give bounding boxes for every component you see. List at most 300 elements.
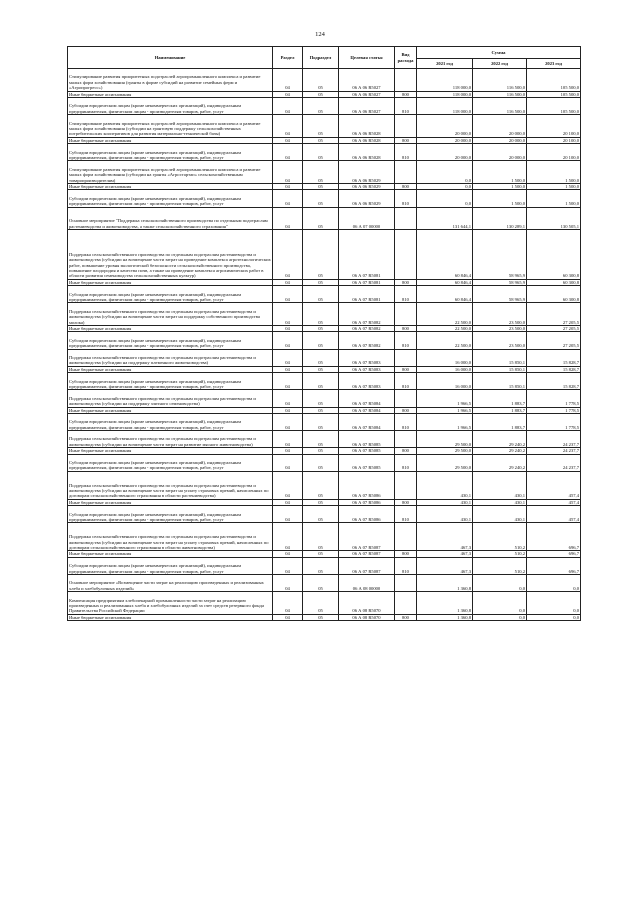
row-sum-2022: 15 850,1	[473, 349, 527, 366]
row-sum-2021: 60 846,4	[417, 230, 473, 280]
row-expense-type: 800	[395, 407, 417, 413]
row-section: 04	[273, 390, 303, 407]
row-sum-2023: 27 205,5	[527, 303, 581, 326]
row-subsection: 05	[303, 183, 339, 189]
row-expense-type	[395, 523, 417, 551]
row-sum-2022: 23 500,0	[473, 332, 527, 349]
row-section: 04	[273, 91, 303, 97]
row-sum-2023: 105 500,0	[527, 91, 581, 97]
row-sum-2021: 29 500,0	[417, 431, 473, 448]
row-subsection: 05	[303, 325, 339, 331]
row-sum-2023: 60 300,8	[527, 230, 581, 280]
row-name: Иные бюджетные ассигнования	[68, 551, 273, 557]
table-row	[68, 506, 581, 523]
row-sum-2023: 20 100,0	[527, 137, 581, 143]
row-sum-2022: 0,0	[473, 575, 527, 592]
row-subsection: 05	[303, 551, 339, 557]
row-expense-type	[395, 161, 417, 184]
row-name: Субсидии юридическим лицам (кроме некоммерческих организаций), индивидуальным предпринимателям, физическим лицам - производителям товаров, работ, услуг	[68, 98, 273, 115]
col-header-name: Наименование	[68, 47, 273, 69]
row-sum-2022: 29 240,2	[473, 454, 527, 471]
row-sum-2022: 0,0	[473, 614, 527, 620]
table-row	[68, 115, 581, 138]
row-section: 04	[273, 592, 303, 615]
row-sum-2021: 131 644,1	[417, 207, 473, 230]
row-sum-2022: 116 500,0	[473, 69, 527, 92]
row-sum-2023: 0,0	[527, 614, 581, 620]
row-name: Иные бюджетные ассигнования	[68, 499, 273, 505]
row-section: 04	[273, 448, 303, 454]
row-name: Поддержка сельскохозяйственного производства по отдельным подотраслям растениеводства и животноводства (субсидии на возмещение части затрат на проведение комплекса агротехнологических работ, повышение уровня экологической безопасности сельскохозяйственного производства, повышение плодородия и качества почв, а также на проведение комплекса агрохимических работ в области развития семеноводства сельскохозяйственных культур)	[68, 230, 273, 280]
row-name: Субсидии юридическим лицам (кроме некоммерческих организаций), индивидуальным предпринимателям, физическим лицам - производителям товаров, работ, услуг	[68, 332, 273, 349]
row-sum-2022: 1 883,7	[473, 413, 527, 430]
table-row	[68, 454, 581, 471]
row-section: 04	[273, 115, 303, 138]
row-sum-2023: 130 505,1	[527, 207, 581, 230]
row-subsection: 05	[303, 207, 339, 230]
row-subsection: 05	[303, 190, 339, 207]
row-name: Иные бюджетные ассигнования	[68, 325, 273, 331]
row-expense-type: 810	[395, 506, 417, 523]
row-name: Субсидии юридическим лицам (кроме некоммерческих организаций), индивидуальным предпринимателям, физическим лицам - производителям товаров, работ, услуг	[68, 413, 273, 430]
row-subsection: 05	[303, 366, 339, 372]
row-name: Иные бюджетные ассигнования	[68, 183, 273, 189]
row-target: 06 А 07 R5082	[339, 325, 395, 331]
row-sum-2023: 1 778,5	[527, 413, 581, 430]
budget-table	[67, 46, 581, 621]
col-header-2023: 2023 год	[527, 59, 581, 69]
row-sum-2022: 15 850,1	[473, 366, 527, 372]
row-section: 04	[273, 373, 303, 390]
table-row	[68, 413, 581, 430]
row-section: 04	[273, 407, 303, 413]
row-section: 04	[273, 98, 303, 115]
row-subsection: 05	[303, 454, 339, 471]
table-row	[68, 207, 581, 230]
row-subsection: 05	[303, 471, 339, 499]
row-sum-2023: 0,0	[527, 575, 581, 592]
row-sum-2022: 430,1	[473, 471, 527, 499]
row-target: 06 А 07 R5081	[339, 286, 395, 303]
row-sum-2022: 116 500,0	[473, 91, 527, 97]
row-target: 06 А 07 R5085	[339, 454, 395, 471]
row-target: 06 А 06 R5028	[339, 137, 395, 143]
row-sum-2021: 22 500,0	[417, 303, 473, 326]
col-header-target: Целевая статья	[339, 47, 395, 69]
row-section: 04	[273, 575, 303, 592]
row-expense-type: 810	[395, 98, 417, 115]
row-expense-type	[395, 592, 417, 615]
row-sum-2022: 510,2	[473, 551, 527, 557]
row-section: 04	[273, 366, 303, 372]
page-number: 124	[315, 31, 325, 38]
row-target: 06 А 07 R5086	[339, 506, 395, 523]
table-row	[68, 230, 581, 280]
row-sum-2021: 22 500,0	[417, 325, 473, 331]
row-name: Субсидии юридическим лицам (кроме некоммерческих организаций), индивидуальным предпринимателям, физическим лицам - производителям товаров, работ, услуг	[68, 506, 273, 523]
row-sum-2022: 58 965,9	[473, 279, 527, 285]
table-row	[68, 332, 581, 349]
row-expense-type: 810	[395, 454, 417, 471]
row-target: 06 А 08 00000	[339, 575, 395, 592]
row-name: Иные бюджетные ассигнования	[68, 614, 273, 620]
table-row	[68, 614, 581, 620]
col-header-2022: 2022 год	[473, 59, 527, 69]
row-sum-2023: 60 300,8	[527, 286, 581, 303]
row-sum-2022: 23 500,0	[473, 325, 527, 331]
row-sum-2023: 27 205,5	[527, 332, 581, 349]
row-sum-2022: 15 850,1	[473, 373, 527, 390]
row-sum-2021: 430,1	[417, 499, 473, 505]
row-sum-2022: 0,0	[473, 592, 527, 615]
row-name: Субсидии юридическим лицам (кроме некоммерческих организаций), индивидуальным предпринимателям, физическим лицам - производителям товаров, работ, услуг	[68, 190, 273, 207]
table-body	[68, 69, 581, 621]
row-sum-2023: 24 237,7	[527, 431, 581, 448]
row-section: 04	[273, 303, 303, 326]
row-sum-2021: 20 000,0	[417, 137, 473, 143]
row-target: 06 А 07 R5084	[339, 390, 395, 407]
row-expense-type: 800	[395, 279, 417, 285]
row-target: 06 А 06 R5028	[339, 115, 395, 138]
row-target: 06 А 07 R5082	[339, 332, 395, 349]
row-section: 04	[273, 557, 303, 574]
table-row	[68, 349, 581, 366]
row-sum-2021: 118 000,0	[417, 91, 473, 97]
row-expense-type	[395, 575, 417, 592]
row-expense-type: 810	[395, 190, 417, 207]
row-target: 06 А 07 R5083	[339, 373, 395, 390]
row-sum-2021: 16 000,0	[417, 349, 473, 366]
row-sum-2021: 1 966,5	[417, 390, 473, 407]
row-subsection: 05	[303, 431, 339, 448]
row-target: 06 А 07 R5087	[339, 557, 395, 574]
table-row	[68, 98, 581, 115]
row-target: 06 А 07 R5087	[339, 551, 395, 557]
row-sum-2023: 15 828,7	[527, 366, 581, 372]
row-section: 04	[273, 471, 303, 499]
table-row	[68, 557, 581, 574]
row-sum-2021: 430,1	[417, 471, 473, 499]
row-section: 04	[273, 332, 303, 349]
row-sum-2023: 15 828,7	[527, 349, 581, 366]
row-expense-type	[395, 431, 417, 448]
row-section: 04	[273, 499, 303, 505]
row-name: Субсидии юридическим лицам (кроме некоммерческих организаций), индивидуальным предпринимателям, физическим лицам - производителям товаров, работ, услуг	[68, 373, 273, 390]
row-expense-type	[395, 303, 417, 326]
row-sum-2023: 20 100,0	[527, 115, 581, 138]
row-sum-2023: 696,7	[527, 523, 581, 551]
row-section: 04	[273, 286, 303, 303]
row-subsection: 05	[303, 349, 339, 366]
row-expense-type	[395, 115, 417, 138]
table-row	[68, 144, 581, 161]
row-expense-type: 800	[395, 499, 417, 505]
row-name: Стимулирование развития приоритетных подотраслей агропромышленного комплекса и развитие малых форм хозяйствования (субсидии на гранты «Агростартап» сельскохозяйственным товаропроизводителям)	[68, 161, 273, 184]
row-target: 06 А 07 00000	[339, 207, 395, 230]
row-subsection: 05	[303, 407, 339, 413]
row-sum-2023: 457,4	[527, 499, 581, 505]
row-sum-2022: 29 240,2	[473, 448, 527, 454]
row-target: 06 А 08 R5070	[339, 592, 395, 615]
row-target: 06 А 07 R5081	[339, 279, 395, 285]
col-header-sum: Сумма	[417, 47, 581, 59]
row-sum-2023: 457,4	[527, 506, 581, 523]
row-sum-2023: 696,7	[527, 551, 581, 557]
row-sum-2022: 130 289,1	[473, 207, 527, 230]
row-sum-2022: 23 500,0	[473, 303, 527, 326]
row-section: 04	[273, 551, 303, 557]
row-sum-2021: 467,3	[417, 523, 473, 551]
row-subsection: 05	[303, 390, 339, 407]
table-row	[68, 303, 581, 326]
row-target: 06 А 06 R5029	[339, 190, 395, 207]
row-expense-type: 810	[395, 557, 417, 574]
row-section: 04	[273, 614, 303, 620]
row-sum-2021: 20 000,0	[417, 115, 473, 138]
col-header-expense-type: Вид расхода	[395, 47, 417, 69]
row-sum-2022: 430,1	[473, 499, 527, 505]
row-section: 04	[273, 144, 303, 161]
table-row	[68, 523, 581, 551]
row-sum-2022: 1 500,0	[473, 190, 527, 207]
row-subsection: 05	[303, 115, 339, 138]
row-subsection: 05	[303, 332, 339, 349]
row-expense-type: 800	[395, 183, 417, 189]
row-expense-type: 810	[395, 286, 417, 303]
row-name: Иные бюджетные ассигнования	[68, 448, 273, 454]
row-name: Иные бюджетные ассигнования	[68, 279, 273, 285]
row-subsection: 05	[303, 98, 339, 115]
row-sum-2023: 696,7	[527, 557, 581, 574]
row-sum-2021: 1 966,5	[417, 413, 473, 430]
row-sum-2021: 0,0	[417, 190, 473, 207]
row-sum-2023: 24 237,7	[527, 454, 581, 471]
col-header-subsection: Подраздел	[303, 47, 339, 69]
row-expense-type: 810	[395, 413, 417, 430]
row-section: 04	[273, 454, 303, 471]
row-target: 06 А 07 R5085	[339, 448, 395, 454]
col-header-2021: 2021 год	[417, 59, 473, 69]
row-section: 04	[273, 413, 303, 430]
row-name: Поддержка сельскохозяйственного производства по отдельным подотраслям растениеводства и животноводства (субсидии на возмещение части затрат на уплату страховых премий, начисленных по договорам сельскохозяйственного страхования в области растениеводства)	[68, 471, 273, 499]
row-sum-2023: 0,0	[527, 592, 581, 615]
row-target: 06 А 06 R5027	[339, 69, 395, 92]
row-sum-2021: 0,0	[417, 183, 473, 189]
row-sum-2022: 20 000,0	[473, 115, 527, 138]
row-target: 06 А 07 R5083	[339, 366, 395, 372]
row-target: 06 А 07 R5083	[339, 349, 395, 366]
row-sum-2023: 105 500,0	[527, 69, 581, 92]
row-target: 06 А 06 R5027	[339, 91, 395, 97]
row-sum-2021: 467,3	[417, 551, 473, 557]
row-sum-2022: 20 000,0	[473, 137, 527, 143]
row-sum-2023: 15 828,7	[527, 373, 581, 390]
row-sum-2023: 105 500,0	[527, 98, 581, 115]
table-row	[68, 373, 581, 390]
row-target: 06 А 06 R5027	[339, 98, 395, 115]
row-target: 06 А 06 R5028	[339, 144, 395, 161]
table-row	[68, 575, 581, 592]
row-subsection: 05	[303, 523, 339, 551]
row-subsection: 05	[303, 413, 339, 430]
row-section: 04	[273, 190, 303, 207]
row-sum-2021: 467,3	[417, 557, 473, 574]
row-target: 06 А 08 R5070	[339, 614, 395, 620]
row-sum-2022: 58 965,9	[473, 230, 527, 280]
row-sum-2023: 27 205,5	[527, 325, 581, 331]
row-subsection: 05	[303, 614, 339, 620]
row-subsection: 05	[303, 499, 339, 505]
row-subsection: 05	[303, 69, 339, 92]
row-subsection: 05	[303, 137, 339, 143]
row-section: 04	[273, 349, 303, 366]
row-subsection: 05	[303, 279, 339, 285]
row-sum-2022: 1 500,0	[473, 183, 527, 189]
row-name: Поддержка сельскохозяйственного производства по отдельным подотраслям растениеводства и животноводства (субсидии на поддержку племенного животноводства)	[68, 349, 273, 366]
row-sum-2022: 510,2	[473, 523, 527, 551]
row-sum-2021: 430,1	[417, 506, 473, 523]
row-subsection: 05	[303, 592, 339, 615]
row-expense-type	[395, 230, 417, 280]
row-sum-2021: 60 846,4	[417, 279, 473, 285]
row-name: Основное мероприятие «Возмещение части затрат на реализацию произведенных и реализованных хлеба и хлебобулочных изделий»	[68, 575, 273, 592]
row-section: 04	[273, 279, 303, 285]
row-subsection: 05	[303, 373, 339, 390]
row-name: Субсидии юридическим лицам (кроме некоммерческих организаций), индивидуальным предпринимателям, физическим лицам - производителям товаров, работ, услуг	[68, 286, 273, 303]
row-target: 06 А 07 R5085	[339, 431, 395, 448]
row-subsection: 05	[303, 91, 339, 97]
row-sum-2021: 60 846,4	[417, 286, 473, 303]
row-subsection: 05	[303, 557, 339, 574]
row-section: 04	[273, 137, 303, 143]
table-row	[68, 161, 581, 184]
row-expense-type	[395, 471, 417, 499]
row-expense-type	[395, 390, 417, 407]
row-sum-2022: 1 883,7	[473, 390, 527, 407]
row-target: 06 А 07 R5086	[339, 471, 395, 499]
row-sum-2021: 16 000,0	[417, 373, 473, 390]
row-subsection: 05	[303, 286, 339, 303]
row-subsection: 05	[303, 230, 339, 280]
row-target: 06 А 07 R5081	[339, 230, 395, 280]
row-name: Субсидии юридическим лицам (кроме некоммерческих организаций), индивидуальным предпринимателям, физическим лицам - производителям товаров, работ, услуг	[68, 144, 273, 161]
row-target: 06 А 07 R5082	[339, 303, 395, 326]
row-expense-type: 800	[395, 91, 417, 97]
row-expense-type	[395, 69, 417, 92]
row-subsection: 05	[303, 506, 339, 523]
row-target: 06 А 07 R5087	[339, 523, 395, 551]
row-sum-2023: 1 500,0	[527, 183, 581, 189]
row-expense-type: 810	[395, 332, 417, 349]
row-expense-type: 810	[395, 373, 417, 390]
row-section: 04	[273, 69, 303, 92]
row-sum-2022: 58 965,9	[473, 286, 527, 303]
row-name: Основное мероприятие "Поддержка сельскохозяйственного производства по отдельным подотраслям растениеводства и животноводства, а также сельскохозяйственного страхования"	[68, 207, 273, 230]
row-expense-type	[395, 349, 417, 366]
row-name: Иные бюджетные ассигнования	[68, 91, 273, 97]
row-name: Стимулирование развития приоритетных подотраслей агропромышленного комплекса и развитие малых форм хозяйствования (гранты в форме субсидий на развитие семейных ферм и «Агропрогресс»)	[68, 69, 273, 92]
row-sum-2021: 118 000,0	[417, 69, 473, 92]
row-sum-2021: 0,0	[417, 161, 473, 184]
table-row	[68, 471, 581, 499]
row-sum-2022: 1 500,0	[473, 161, 527, 184]
table-row	[68, 286, 581, 303]
row-name: Иные бюджетные ассигнования	[68, 407, 273, 413]
row-sum-2022: 20 000,0	[473, 144, 527, 161]
row-sum-2021: 1 360,8	[417, 575, 473, 592]
row-sum-2023: 457,4	[527, 471, 581, 499]
row-name: Компенсация предприятиям хлебопекарной промышленности части затрат на реализацию произведенных и реализованных хлеба и хлебобулочных изделий за счет средств резервного фонда Правительства Российской Федерации	[68, 592, 273, 615]
row-expense-type: 800	[395, 614, 417, 620]
row-expense-type	[395, 207, 417, 230]
row-subsection: 05	[303, 448, 339, 454]
row-name: Стимулирование развития приоритетных подотраслей агропромышленного комплекса и развитие малых форм хозяйствования (субсидии на грантовую поддержку сельскохозяйственных потребительских кооперативов для развития материально-технической базы)	[68, 115, 273, 138]
row-target: 06 А 07 R5086	[339, 499, 395, 505]
row-sum-2021: 118 000,0	[417, 98, 473, 115]
table-row	[68, 69, 581, 92]
row-section: 04	[273, 183, 303, 189]
row-sum-2021: 22 500,0	[417, 332, 473, 349]
row-subsection: 05	[303, 575, 339, 592]
row-expense-type: 800	[395, 325, 417, 331]
row-name: Иные бюджетные ассигнования	[68, 137, 273, 143]
row-section: 04	[273, 506, 303, 523]
col-header-section: Раздел	[273, 47, 303, 69]
row-sum-2023: 1 500,0	[527, 161, 581, 184]
row-name: Субсидии юридическим лицам (кроме некоммерческих организаций), индивидуальным предпринимателям, физическим лицам - производителям товаров, работ, услуг	[68, 557, 273, 574]
row-name: Поддержка сельскохозяйственного производства по отдельным подотраслям растениеводства и животноводства (субсидии на возмещение части затрат на поддержку собственного производства молока)	[68, 303, 273, 326]
row-expense-type: 800	[395, 366, 417, 372]
row-target: 06 А 07 R5084	[339, 413, 395, 430]
row-section: 04	[273, 230, 303, 280]
row-sum-2023: 1 500,0	[527, 190, 581, 207]
row-subsection: 05	[303, 303, 339, 326]
row-section: 04	[273, 523, 303, 551]
row-section: 04	[273, 325, 303, 331]
row-sum-2021: 29 500,0	[417, 454, 473, 471]
row-sum-2021: 29 500,0	[417, 448, 473, 454]
row-sum-2023: 1 778,5	[527, 390, 581, 407]
row-subsection: 05	[303, 161, 339, 184]
row-sum-2022: 510,2	[473, 557, 527, 574]
header-row	[68, 47, 581, 59]
row-section: 04	[273, 207, 303, 230]
row-sum-2021: 20 000,0	[417, 144, 473, 161]
row-sum-2023: 20 100,0	[527, 144, 581, 161]
row-sum-2021: 1 360,8	[417, 614, 473, 620]
table-row	[68, 190, 581, 207]
row-name: Поддержка сельскохозяйственного производства по отдельным подотраслям растениеводства и животноводства (субсидии на возмещение части затрат на уплату страховых премий, начисленных по договорам сельскохозяйственного страхования в области животноводства)	[68, 523, 273, 551]
row-sum-2021: 16 000,0	[417, 366, 473, 372]
row-expense-type: 800	[395, 137, 417, 143]
row-name: Иные бюджетные ассигнования	[68, 366, 273, 372]
row-target: 06 А 07 R5084	[339, 407, 395, 413]
table-row	[68, 431, 581, 448]
row-expense-type: 800	[395, 448, 417, 454]
table-row	[68, 592, 581, 615]
table-row	[68, 390, 581, 407]
row-section: 04	[273, 161, 303, 184]
row-sum-2022: 430,1	[473, 506, 527, 523]
row-target: 06 А 06 R5029	[339, 161, 395, 184]
row-section: 04	[273, 431, 303, 448]
row-sum-2022: 116 500,0	[473, 98, 527, 115]
row-name: Поддержка сельскохозяйственного производства по отдельным подотраслям растениеводства и животноводства (субсидии на поддержку элитного семеноводства)	[68, 390, 273, 407]
row-expense-type: 800	[395, 551, 417, 557]
row-sum-2023: 1 778,5	[527, 407, 581, 413]
row-name: Поддержка сельскохозяйственного производства по отдельным подотраслям растениеводства и животноводства (субсидии на возмещение части затрат на развитие мясного животноводства)	[68, 431, 273, 448]
row-expense-type: 810	[395, 144, 417, 161]
